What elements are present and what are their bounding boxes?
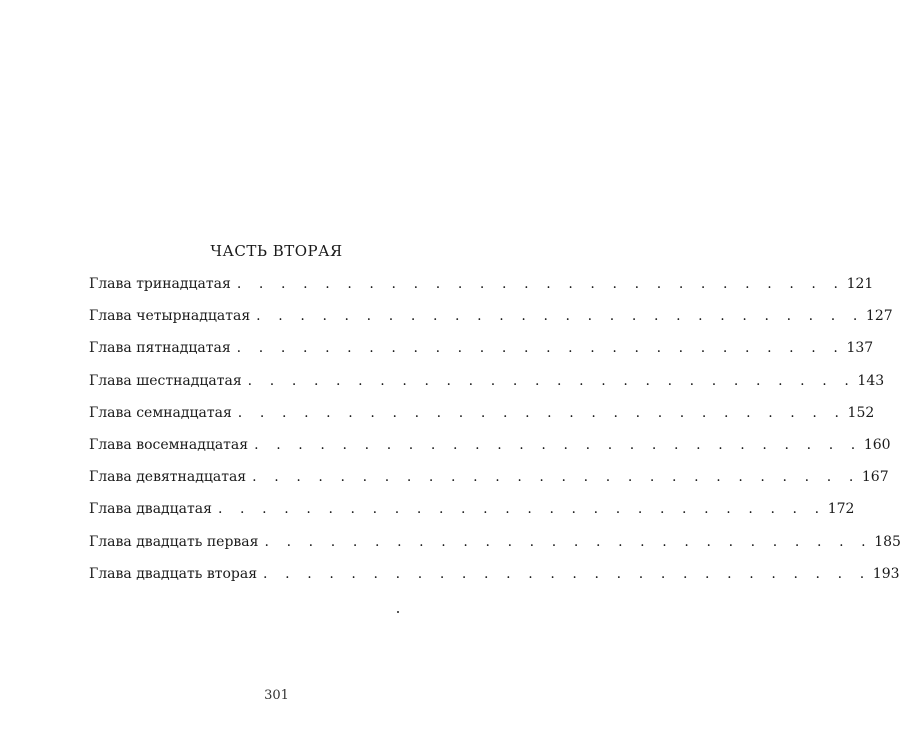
toc-entry	[89, 276, 874, 308]
dot-leader: . . . . . . . . . . . . . . . . . . . . . . . . . . . .	[217, 501, 826, 518]
toc-entry-page: 172	[827, 501, 855, 518]
toc-entry-page: 193	[872, 565, 900, 582]
toc-entry-label: Глава двадцать вторая	[89, 565, 258, 582]
ink-speck	[397, 611, 399, 613]
dot-leader: . . . . . . . . . . . . . . . . . . . . . . . . . . . .	[236, 276, 845, 292]
toc-entry	[89, 340, 874, 372]
toc-entry-label: Глава восемнадцатая	[89, 436, 249, 453]
toc-entry-page: 121	[846, 276, 874, 292]
toc-entry	[89, 533, 901, 566]
dot-leader: . . . . . . . . . . . . . . . . . . . . . . . . . . . .	[236, 340, 845, 357]
toc-entry-label: Глава тринадцатая	[89, 276, 231, 292]
toc-entry	[89, 372, 885, 405]
dot-leader: . . . . . . . . . . . . . . . . . . . . . . . . . . . .	[263, 565, 871, 582]
dot-leader: . . . . . . . . . . . . . . . . . . . . . . . . . . . .	[256, 308, 864, 325]
toc-entry-label: Глава семнадцатая	[89, 404, 232, 421]
toc-entry-page: 137	[846, 340, 874, 357]
section-title: ЧАСТЬ ВТОРАЯ	[210, 242, 343, 260]
dot-leader: . . . . . . . . . . . . . . . . . . . . . . . . . . . .	[254, 436, 862, 453]
toc-entry-label: Глава двадцать первая	[89, 533, 259, 550]
toc-entry	[89, 565, 900, 598]
toc-entry-label: Глава пятнадцатая	[89, 340, 231, 357]
dot-leader: . . . . . . . . . . . . . . . . . . . . . . . . . . . .	[247, 372, 856, 389]
table-of-contents	[89, 276, 901, 598]
toc-entry	[89, 436, 891, 469]
dot-leader: . . . . . . . . . . . . . . . . . . . . . . . . . . . .	[252, 469, 860, 486]
toc-entry-page: 127	[865, 308, 893, 325]
toc-entry-label: Глава двадцатая	[89, 501, 212, 518]
toc-entry-page: 167	[861, 469, 889, 486]
dot-leader: . . . . . . . . . . . . . . . . . . . . . . . . . . . .	[264, 533, 873, 550]
toc-entry	[89, 501, 855, 533]
toc-entry-label: Глава четырнадцатая	[89, 308, 251, 325]
toc-entry-label: Глава девятнадцатая	[89, 469, 247, 486]
toc-entry	[89, 404, 875, 437]
page-number: 301	[264, 688, 289, 703]
toc-entry	[89, 308, 893, 340]
toc-entry-page: 143	[857, 372, 885, 389]
toc-entry-page: 185	[874, 533, 901, 550]
toc-entry-page: 152	[847, 404, 875, 421]
dot-leader: . . . . . . . . . . . . . . . . . . . . . . . . . . . .	[237, 404, 846, 421]
toc-entry-page: 160	[863, 436, 891, 453]
toc-entry	[89, 469, 889, 501]
toc-entry-label: Глава шестнадцатая	[89, 372, 242, 389]
